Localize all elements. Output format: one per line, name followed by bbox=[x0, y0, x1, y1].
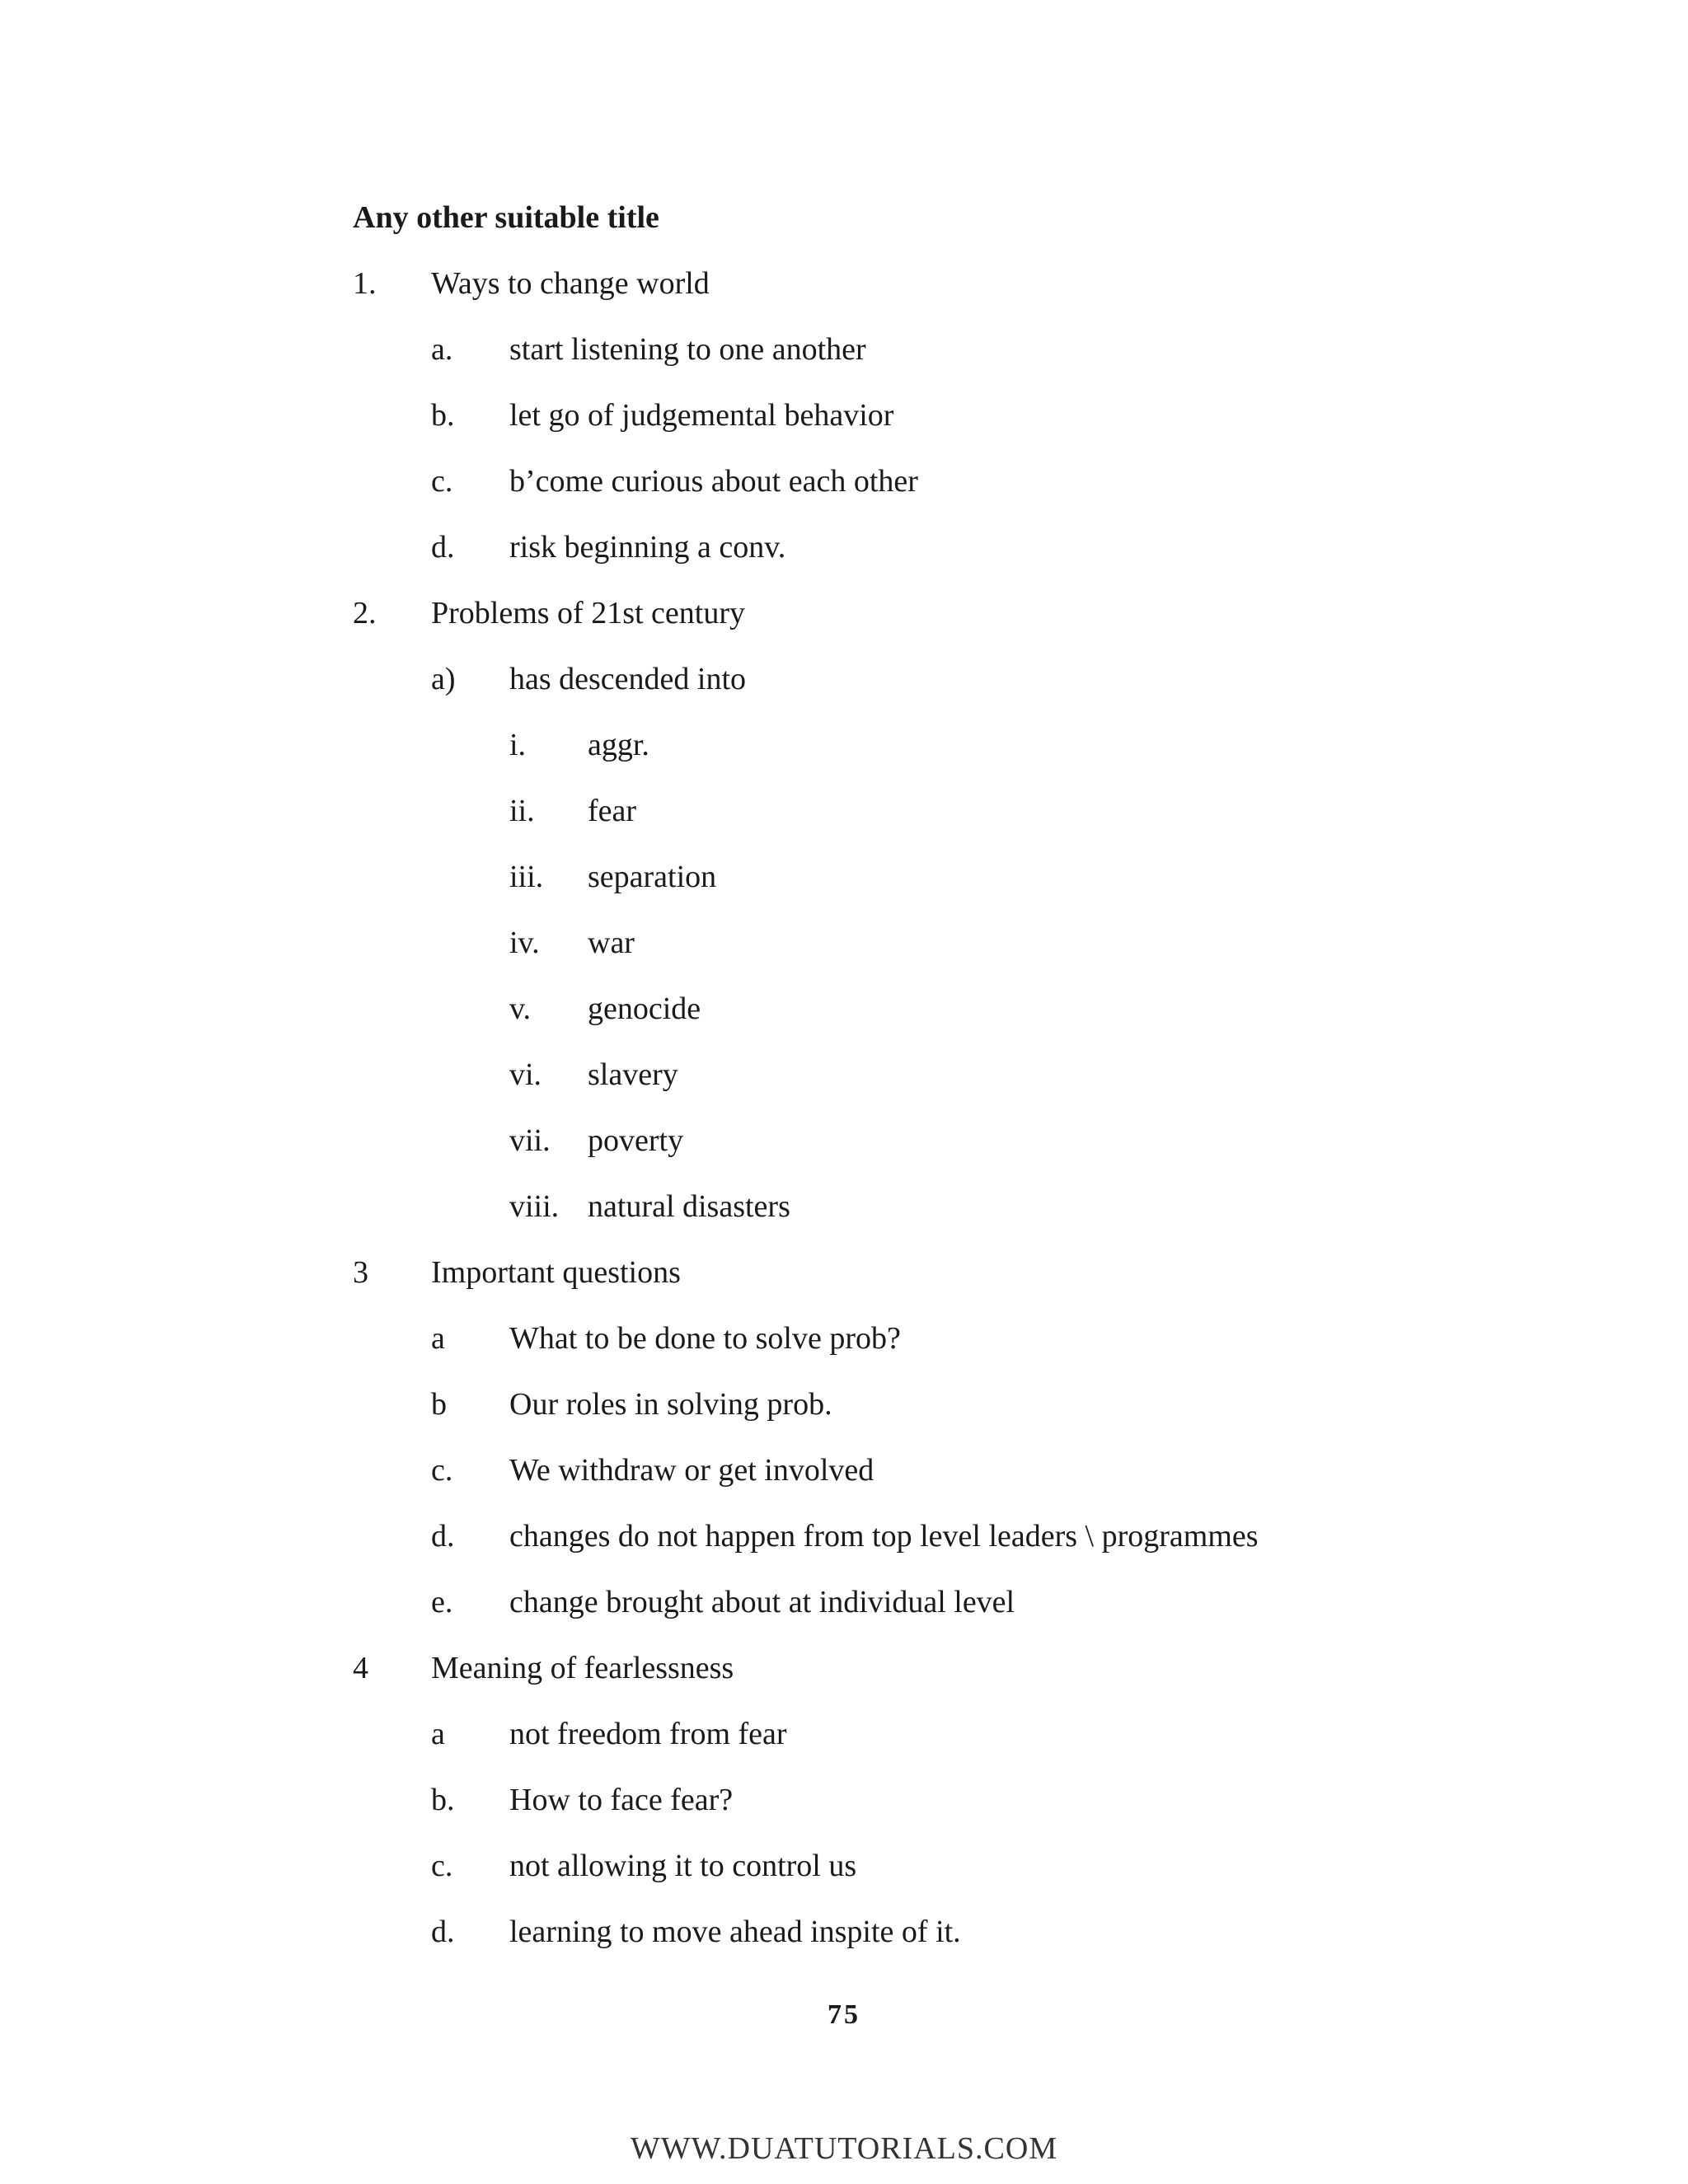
list-marker: 1. bbox=[353, 266, 377, 301]
list-marker: d. bbox=[431, 1519, 455, 1554]
list-marker: iv. bbox=[509, 926, 540, 960]
list-marker: a bbox=[431, 1321, 445, 1356]
list-item-text: Ways to change world bbox=[431, 266, 710, 301]
list-item-text: Meaning of fearlessness bbox=[431, 1651, 734, 1685]
list-item-text: changes do not happen from top level leaders \ programmes bbox=[509, 1519, 1259, 1554]
list-marker: d. bbox=[431, 530, 455, 565]
list-item-text: Important questions bbox=[431, 1255, 681, 1290]
list-marker: ii. bbox=[509, 794, 535, 828]
list-item-text: risk beginning a conv. bbox=[509, 530, 786, 565]
list-item-text: poverty bbox=[588, 1123, 684, 1158]
list-item-text: start listening to one another bbox=[509, 332, 866, 367]
footer-website: WWW.DUATUTORIALS.COM bbox=[630, 2131, 1058, 2166]
list-marker: 2. bbox=[353, 596, 377, 630]
list-item-text: How to face fear? bbox=[509, 1783, 734, 1817]
list-item-text: let go of judgemental behavior bbox=[509, 398, 894, 433]
list-item-text: aggr. bbox=[588, 728, 649, 762]
list-marker: 3 bbox=[353, 1255, 368, 1290]
list-marker: iii. bbox=[509, 860, 544, 894]
list-marker: b. bbox=[431, 398, 455, 433]
list-marker: c. bbox=[431, 1849, 453, 1883]
list-marker: vii. bbox=[509, 1123, 551, 1158]
list-marker: v. bbox=[509, 991, 532, 1026]
list-item-text: We withdraw or get involved bbox=[509, 1453, 874, 1488]
list-item-text: change brought about at individual level bbox=[509, 1585, 1015, 1619]
list-marker: d. bbox=[431, 1915, 455, 1949]
list-marker: vi. bbox=[509, 1057, 542, 1092]
list-marker: e. bbox=[431, 1585, 453, 1619]
page-number: 75 bbox=[828, 1999, 860, 2030]
list-marker: b bbox=[431, 1387, 447, 1422]
list-item-text: separation bbox=[588, 860, 717, 894]
list-item-text: war bbox=[588, 926, 635, 960]
list-item-text: natural disasters bbox=[588, 1189, 790, 1224]
list-marker: i. bbox=[509, 728, 527, 762]
list-marker: viii. bbox=[509, 1189, 560, 1224]
list-marker: a bbox=[431, 1717, 445, 1751]
list-item-text: b’come curious about each other bbox=[509, 464, 918, 499]
list-item-text: Our roles in solving prob. bbox=[509, 1387, 832, 1422]
section-title: Any other suitable title bbox=[353, 200, 659, 235]
list-marker: a. bbox=[431, 332, 453, 367]
list-marker: a) bbox=[431, 662, 456, 696]
list-item-text: not allowing it to control us bbox=[509, 1849, 857, 1883]
list-marker: 4 bbox=[353, 1651, 368, 1685]
list-marker: b. bbox=[431, 1783, 455, 1817]
list-item-text: learning to move ahead inspite of it. bbox=[509, 1915, 961, 1949]
list-item-text: slavery bbox=[588, 1057, 678, 1092]
list-marker: c. bbox=[431, 464, 453, 499]
list-marker: c. bbox=[431, 1453, 453, 1488]
list-item-text: fear bbox=[588, 794, 637, 828]
list-item-text: has descended into bbox=[509, 662, 747, 696]
list-item-text: genocide bbox=[588, 991, 701, 1026]
list-item-text: Problems of 21st century bbox=[431, 596, 746, 630]
list-item-text: not freedom from fear bbox=[509, 1717, 787, 1751]
list-item-text: What to be done to solve prob? bbox=[509, 1321, 901, 1356]
